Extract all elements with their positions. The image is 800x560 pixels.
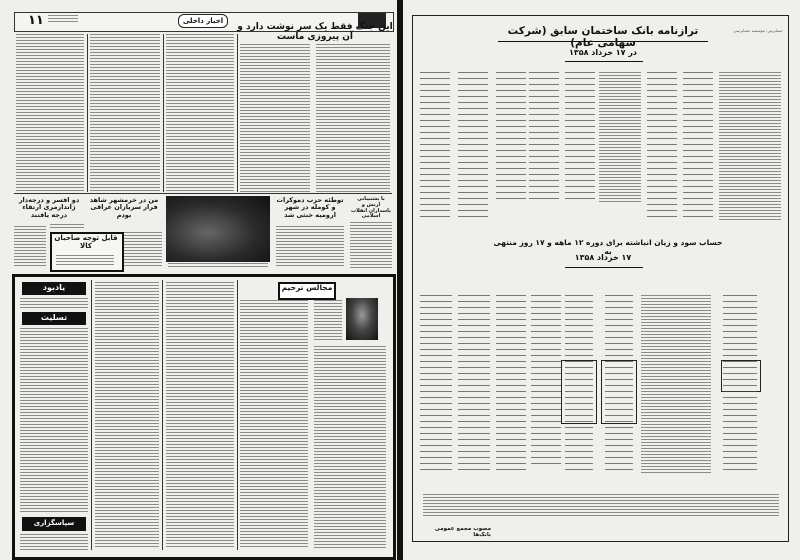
thanks-text <box>20 534 88 550</box>
article-text <box>90 34 160 192</box>
article-text <box>316 44 390 192</box>
memorial-text <box>20 298 88 308</box>
notice-text <box>95 282 159 548</box>
article-text <box>276 226 344 268</box>
thanks-title: سپاسگزاری <box>33 519 75 527</box>
balance-column <box>458 72 488 222</box>
notice-text <box>314 300 342 342</box>
pl-column <box>496 295 526 470</box>
article-text <box>16 34 84 192</box>
pl-column <box>458 295 490 475</box>
page-number: ۱۱ <box>28 13 44 28</box>
auditor-note: حسابرس: موسسه حسابرسی <box>733 28 783 33</box>
condolence-text <box>20 328 88 514</box>
ad-title: قابل توجه صاحبان کالا <box>54 234 118 251</box>
funeral-title: مجالس ترحیم <box>281 283 333 292</box>
headline-khorramshahr: من در خرمشهر شاهد فرار سربازان عراقی بودم <box>89 196 159 219</box>
pl-column <box>723 295 757 475</box>
headline-support: با پشتیبانی ارتش و پاسداران انقلاب اسلامی <box>351 196 391 220</box>
section-label: اخبار داخلی <box>178 14 228 28</box>
headline-urmia: توطئه حزب دموکرات و کومله در شهر ارومیه خنثی شد <box>276 196 344 219</box>
pl-date: ۱۷ خرداد ۱۳۵۸ <box>574 253 632 262</box>
balance-labels <box>719 72 781 222</box>
left-page <box>0 0 397 560</box>
pl-column <box>565 295 593 470</box>
news-photo <box>166 196 270 262</box>
balance-column <box>496 72 526 202</box>
balance-sheet-title: ترازنامه بانک ساختمان سابق (شرکت سهامی عام) <box>507 25 699 50</box>
approval-note: مصوب مجمع عمومی بانک‌ها <box>434 526 491 538</box>
balance-sheet-date: در ۱۷ خرداد ۱۳۵۸ <box>568 48 638 57</box>
balance-column <box>683 72 713 222</box>
balance-column <box>529 72 559 202</box>
balance-column <box>420 72 450 222</box>
article-text <box>50 224 84 230</box>
balance-labels <box>599 72 641 202</box>
article-text <box>350 222 392 268</box>
article-text <box>240 44 310 192</box>
pl-column <box>531 295 561 465</box>
ad-text <box>56 255 114 265</box>
footnote-text <box>423 494 779 516</box>
issue-date <box>48 15 78 24</box>
portrait-photo <box>346 298 378 340</box>
article-text <box>14 226 46 268</box>
photo-caption <box>168 263 268 268</box>
top-headline: این جنگ فقط یک سر نوشت دارد و آن پیروزی ماست <box>237 22 393 43</box>
pl-title: حساب سود و زیان انباشته برای دوره ۱۲ ماهه و ۱۷ روز منتهی به <box>493 238 723 256</box>
notice-text <box>166 282 234 548</box>
memorial-title: یادبود <box>42 283 66 292</box>
headline-gendarmerie: دو افسر و درجه‌دار ژاندارمری ارتقاء درجه یافتند <box>18 196 80 219</box>
balance-column <box>647 72 677 222</box>
pl-labels <box>641 295 711 475</box>
pl-column <box>605 295 633 470</box>
article-text <box>166 34 234 192</box>
condolence-title: تسلیت <box>40 313 68 322</box>
article-text <box>124 232 162 268</box>
notice-text <box>240 300 308 548</box>
notice-text <box>314 346 386 548</box>
right-page <box>403 0 800 560</box>
balance-column <box>565 72 595 202</box>
pl-column <box>420 295 452 475</box>
